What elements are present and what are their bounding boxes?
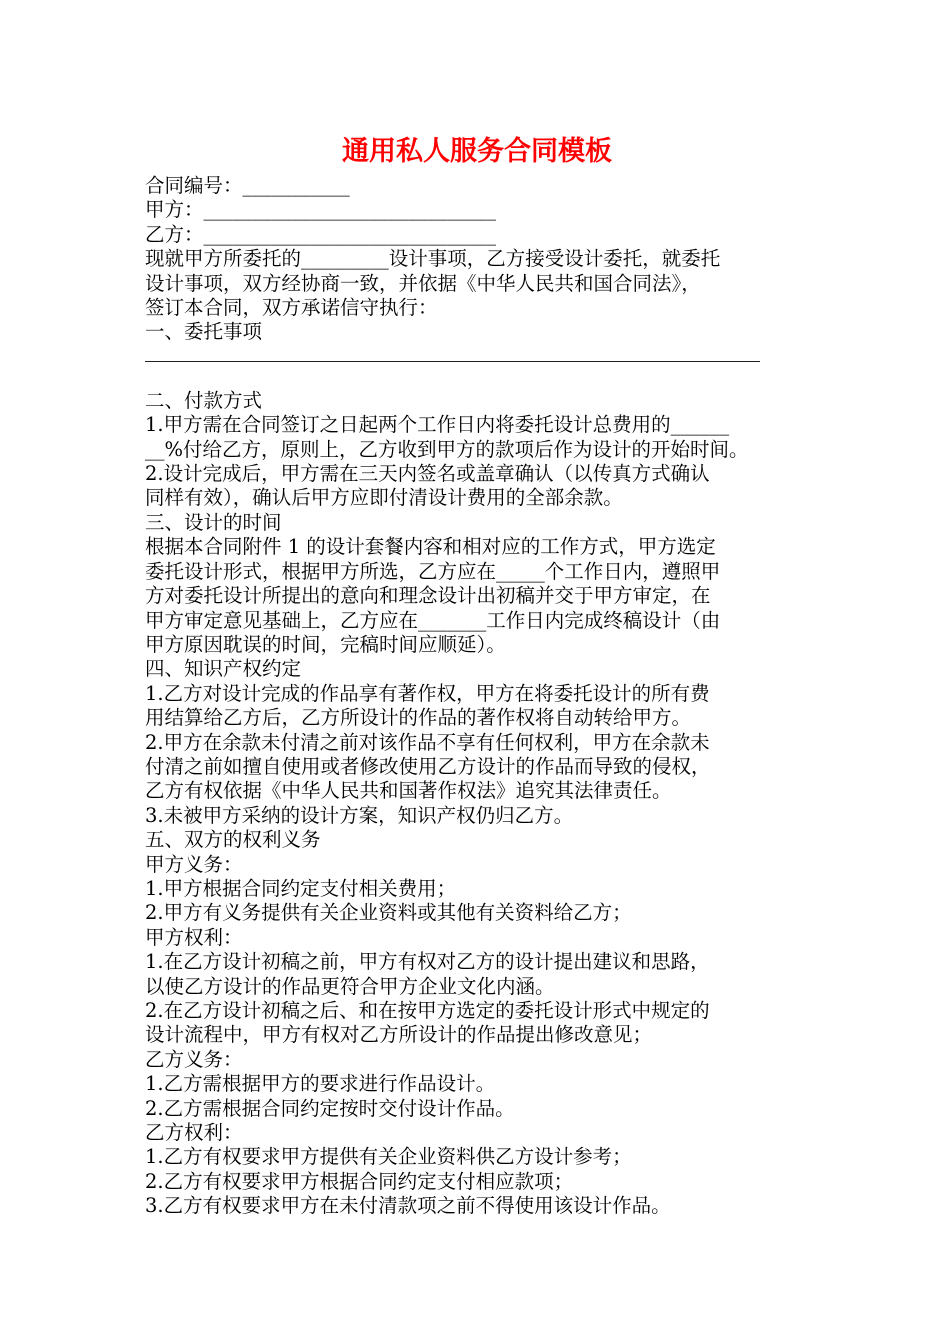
text-line: 根据本合同附件 1 的设计套餐内容和相对应的工作方式，甲方选定 [145, 535, 716, 559]
text-line: 2.设计完成后，甲方需在三天内签名或盖章确认（以传真方式确认 [145, 462, 710, 486]
text-line: 甲方权利： [145, 925, 243, 949]
text-line: 合同编号：___________ [145, 174, 350, 197]
text-line: __%付给乙方，原则上，乙方收到甲方的款项后作为设计的开始时间。 [145, 437, 749, 461]
text-line: 乙方权利： [145, 1121, 243, 1145]
text-line: 甲方原因耽误的时间，完稿时间应顺延）。 [145, 632, 506, 656]
text-line: 现就甲方所委托的_________设计事项，乙方接受设计委托，就委托 [145, 247, 721, 271]
text-line: 一、委托事项 [145, 320, 263, 344]
text-line: 用结算给乙方后，乙方所设计的作品的著作权将自动转给甲方。 [145, 706, 692, 730]
text-line: 1.在乙方设计初稿之前，甲方有权对乙方的设计提出建议和思路， [145, 950, 710, 974]
text-line: 甲方审定意见基础上，乙方应在_______工作日内完成终稿设计（由 [145, 608, 721, 632]
text-line: 乙方：______________________________ [145, 222, 497, 246]
text-line: 委托设计形式，根据甲方所选，乙方应在_____个工作日内，遵照甲 [145, 559, 721, 583]
text-line: 1.乙方需根据甲方的要求进行作品设计。 [145, 1072, 496, 1096]
text-line: 设计事项，双方经协商一致，并依据《中华人民共和国合同法》， [145, 271, 701, 295]
text-line: 二、付款方式 [145, 388, 263, 412]
text-line: 方对委托设计所提出的意向和理念设计出初稿并交于甲方审定，在 [145, 584, 711, 608]
text-line: 1.乙方对设计完成的作品享有著作权，甲方在将委托设计的所有费 [145, 681, 710, 705]
text-line: 3.未被甲方采纳的设计方案，知识产权仍归乙方。 [145, 803, 574, 827]
blank-fill-rule [145, 361, 825, 373]
text-line: 乙方有权依据《中华人民共和国著作权法》追究其法律责任。 [145, 779, 672, 803]
text-line: 付清之前如擅自使用或者修改使用乙方设计的作品而导致的侵权， [145, 754, 711, 778]
text-line: 甲方：______________________________ [145, 198, 497, 222]
text-line: 2.甲方在余款未付清之前对该作品不享有任何权利，甲方在余款未 [145, 730, 710, 754]
text-line: 四、知识产权约定 [145, 657, 302, 681]
text-line: 乙方义务： [145, 1047, 243, 1071]
text-line: 1.甲方根据合同约定支付相关费用； [145, 876, 457, 900]
text-line: 1.乙方有权要求甲方提供有关企业资料供乙方设计参考； [145, 1145, 632, 1169]
text-line: 设计流程中，甲方有权对乙方所设计的作品提出修改意见； [145, 1023, 653, 1047]
text-line: 2.在乙方设计初稿之后、和在按甲方选定的委托设计形式中规定的 [145, 999, 710, 1022]
underline-rule [145, 361, 760, 362]
text-line: 2.乙方需根据合同约定按时交付设计作品。 [145, 1096, 515, 1120]
document-body [145, 174, 825, 1219]
text-line: 以使乙方设计的作品更符合甲方企业文化内涵。 [145, 974, 555, 998]
text-line: 签订本合同，双方承诺信守执行： [145, 296, 438, 320]
text-line: 2.甲方有义务提供有关企业资料或其他有关资料给乙方； [145, 901, 632, 925]
text-line: 3.乙方有权要求甲方在未付清款项之前不得使用该设计作品。 [145, 1194, 671, 1218]
document-title: 通用私人服务合同模板 [342, 136, 612, 167]
text-line: 三、设计的时间 [145, 510, 282, 534]
text-line: 2.乙方有权要求甲方根据合同约定支付相应款项； [145, 1169, 574, 1193]
text-line: 五、双方的权利义务 [145, 828, 321, 852]
text-line: 1.甲方需在合同签订之日起两个工作日内将委托设计总费用的______ [145, 413, 730, 437]
text-line: 同样有效），确认后甲方应即付清设计费用的全部余款。 [145, 486, 623, 510]
contract-page [145, 130, 825, 1219]
text-line: 甲方义务： [145, 852, 243, 876]
